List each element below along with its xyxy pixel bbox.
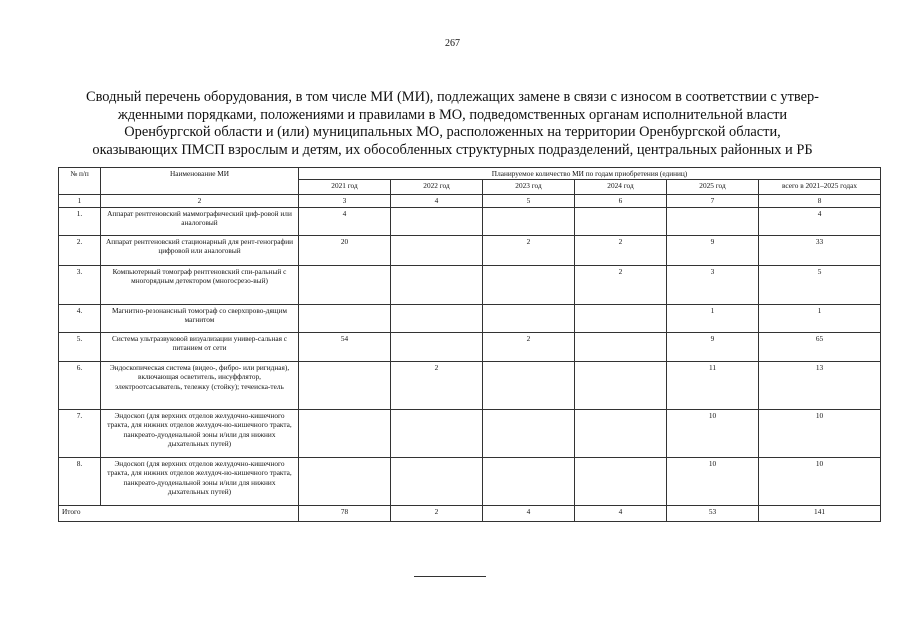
row-quantity: 65 bbox=[759, 332, 881, 361]
row-quantity bbox=[483, 409, 575, 457]
row-quantity bbox=[575, 304, 667, 332]
row-number: 4. bbox=[59, 304, 101, 332]
row-quantity bbox=[391, 409, 483, 457]
row-quantity bbox=[483, 457, 575, 505]
row-quantity bbox=[391, 304, 483, 332]
header-year-total: всего в 2021–2025 годах bbox=[759, 180, 881, 195]
page-number: 267 bbox=[445, 38, 460, 49]
header-year: 2025 год bbox=[667, 180, 759, 195]
row-number: 5. bbox=[59, 332, 101, 361]
row-number: 1. bbox=[59, 207, 101, 235]
row-quantity bbox=[483, 207, 575, 235]
row-quantity bbox=[575, 207, 667, 235]
row-quantity bbox=[391, 457, 483, 505]
bottom-rule bbox=[414, 576, 486, 577]
col-number: 2 bbox=[101, 195, 299, 207]
col-number: 5 bbox=[483, 195, 575, 207]
col-number: 7 bbox=[667, 195, 759, 207]
header-name: Наименование МИ bbox=[101, 168, 299, 195]
row-quantity bbox=[299, 457, 391, 505]
col-number: 8 bbox=[759, 195, 881, 207]
col-number: 6 bbox=[575, 195, 667, 207]
row-number: 3. bbox=[59, 265, 101, 304]
row-quantity bbox=[299, 265, 391, 304]
row-quantity bbox=[391, 207, 483, 235]
table-row bbox=[59, 235, 881, 265]
row-number: 8. bbox=[59, 457, 101, 505]
row-device-name: Эндоскопическая система (видео-, фибро- или ригидная), включающая осветитель, инсуффлятор, электроотсасыватель, тележку (стойку); течеиска-тель bbox=[101, 361, 299, 409]
row-number: 7. bbox=[59, 409, 101, 457]
row-device-name: Аппарат рентгеновский стационарный для рент-генографии цифровой или аналоговый bbox=[101, 235, 299, 265]
row-quantity: 13 bbox=[759, 361, 881, 409]
col-number: 1 bbox=[59, 195, 101, 207]
total-label: Итого bbox=[59, 505, 299, 521]
row-quantity: 10 bbox=[667, 457, 759, 505]
row-quantity: 2 bbox=[483, 235, 575, 265]
row-quantity bbox=[575, 409, 667, 457]
row-quantity bbox=[483, 361, 575, 409]
table-row bbox=[59, 457, 881, 505]
row-quantity: 1 bbox=[759, 304, 881, 332]
row-device-name: Эндоскоп (для верхних отделов желудочно-кишечного тракта, для нижних отделов желудоч-но-кишечного тракта, панкреато-дуоденальной зоны и/или для нижних дыхательных путей) bbox=[101, 409, 299, 457]
row-quantity bbox=[667, 207, 759, 235]
header-num: № п/п bbox=[59, 168, 101, 195]
total-value: 141 bbox=[759, 505, 881, 521]
row-quantity bbox=[391, 235, 483, 265]
header-year: 2024 год bbox=[575, 180, 667, 195]
table-row bbox=[59, 265, 881, 304]
table-row bbox=[59, 207, 881, 235]
row-quantity bbox=[575, 457, 667, 505]
equipment-table bbox=[58, 167, 881, 522]
row-quantity: 5 bbox=[759, 265, 881, 304]
table-body bbox=[59, 195, 881, 521]
table-row bbox=[59, 409, 881, 457]
row-quantity: 2 bbox=[575, 235, 667, 265]
col-number: 3 bbox=[299, 195, 391, 207]
row-quantity: 1 bbox=[667, 304, 759, 332]
row-device-name: Эндоскоп (для верхних отделов желудочно-кишечного тракта, для нижних отделов желудоч-но-кишечного тракта, панкреато-дуоденальной зоны и/или для нижних дыхательных путей) bbox=[101, 457, 299, 505]
row-quantity: 11 bbox=[667, 361, 759, 409]
row-quantity: 2 bbox=[391, 361, 483, 409]
row-quantity bbox=[483, 304, 575, 332]
row-quantity: 54 bbox=[299, 332, 391, 361]
row-quantity: 4 bbox=[299, 207, 391, 235]
row-quantity bbox=[299, 304, 391, 332]
total-value: 4 bbox=[575, 505, 667, 521]
header-year: 2022 год bbox=[391, 180, 483, 195]
total-value: 4 bbox=[483, 505, 575, 521]
row-quantity bbox=[483, 265, 575, 304]
row-quantity: 2 bbox=[575, 265, 667, 304]
row-quantity: 9 bbox=[667, 332, 759, 361]
total-row bbox=[59, 505, 881, 521]
row-device-name: Аппарат рентгеновский маммографический циф-ровой или аналоговый bbox=[101, 207, 299, 235]
row-quantity: 10 bbox=[759, 457, 881, 505]
row-number: 6. bbox=[59, 361, 101, 409]
header-year: 2023 год bbox=[483, 180, 575, 195]
row-quantity: 10 bbox=[759, 409, 881, 457]
row-quantity bbox=[299, 409, 391, 457]
row-device-name: Система ультразвуковой визуализации универ-сальная с питанием от сети bbox=[101, 332, 299, 361]
header-planned: Планируемое количество МИ по годам приобретения (единиц) bbox=[299, 168, 881, 180]
row-quantity: 2 bbox=[483, 332, 575, 361]
table-row bbox=[59, 304, 881, 332]
row-quantity: 3 bbox=[667, 265, 759, 304]
row-quantity bbox=[299, 361, 391, 409]
row-quantity: 9 bbox=[667, 235, 759, 265]
table-row bbox=[59, 361, 881, 409]
total-value: 78 bbox=[299, 505, 391, 521]
row-quantity: 4 bbox=[759, 207, 881, 235]
row-quantity: 20 bbox=[299, 235, 391, 265]
total-value: 53 bbox=[667, 505, 759, 521]
table-row bbox=[59, 332, 881, 361]
document-title: Сводный перечень оборудования, в том числе МИ (МИ), подлежащих замене в связи с износом в соответствии с утвер- жденными порядками, положениями и правилами в МО, подведомственных органам исполнительной власти Оренбургской области и (или) муниципальных МО, расположенных на территории Оренбургской области, оказывающих ПМСП взрослым и детям, их обособленных структурных подразделений, центральных районных и РБ bbox=[86, 89, 819, 158]
row-quantity: 33 bbox=[759, 235, 881, 265]
row-quantity bbox=[391, 265, 483, 304]
header-year: 2021 год bbox=[299, 180, 391, 195]
row-quantity bbox=[391, 332, 483, 361]
column-number-row bbox=[59, 195, 881, 207]
row-device-name: Компьютерный томограф рентгеновский спи-ральный с многорядным детектором (многосрезо-вый) bbox=[101, 265, 299, 304]
total-value: 2 bbox=[391, 505, 483, 521]
row-quantity: 10 bbox=[667, 409, 759, 457]
col-number: 4 bbox=[391, 195, 483, 207]
row-quantity bbox=[575, 361, 667, 409]
row-number: 2. bbox=[59, 235, 101, 265]
row-device-name: Магнитно-резонансный томограф со сверхпрово-дящим магнитом bbox=[101, 304, 299, 332]
row-quantity bbox=[575, 332, 667, 361]
